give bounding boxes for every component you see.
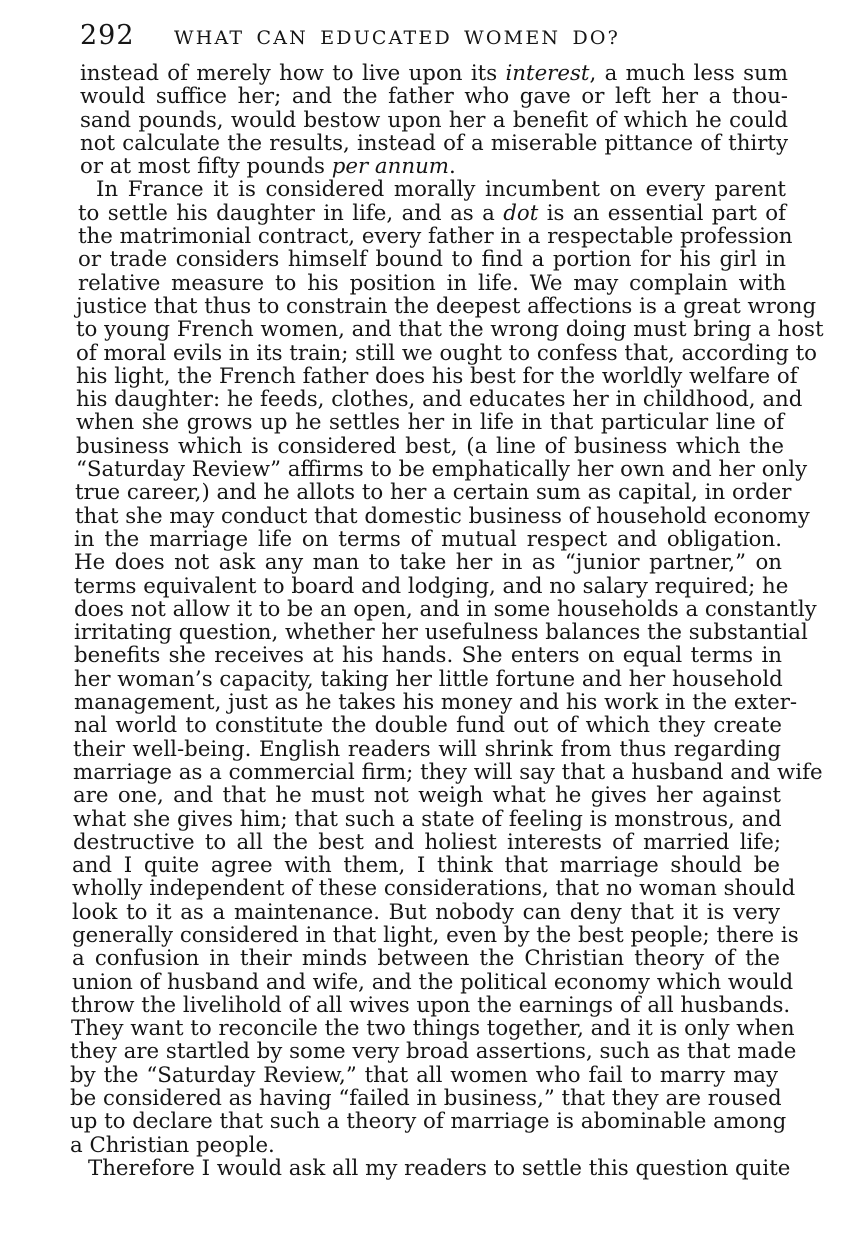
italic-text: interest bbox=[505, 61, 590, 86]
text-segment: their well-being. English readers will shrink from thus regarding bbox=[73, 736, 781, 762]
text-line bbox=[76, 411, 784, 434]
text-segment: and I quite agree with them, I think that marriage should be bbox=[72, 853, 780, 879]
text-segment: the matrimonial contract, every father in a respectable profession bbox=[78, 224, 793, 250]
text-line bbox=[78, 248, 786, 271]
text-segment: would suffice her; and the father who gave or left her a thou- bbox=[80, 84, 788, 110]
italic-text: per annum bbox=[331, 154, 449, 180]
page-number: 292 bbox=[80, 20, 135, 51]
text-segment: a confusion in their minds between the Christian theory of the bbox=[72, 946, 780, 972]
text-line bbox=[74, 528, 782, 551]
text-segment: They want to reconcile the two things together, and it is only when bbox=[71, 1016, 795, 1042]
text-segment: not calculate the results, instead of a miserable pittance of thirty bbox=[80, 130, 788, 156]
text-segment: benefits she receives at his hands. She enters on equal terms in bbox=[74, 643, 782, 669]
text-line bbox=[70, 1134, 778, 1157]
text-segment: her woman’s capacity, taking her little fortune and her household bbox=[74, 666, 783, 692]
text-line bbox=[76, 293, 817, 319]
text-segment: justice that thus to constrain the deepest affections is a great wrong bbox=[76, 293, 817, 319]
text-line bbox=[78, 272, 786, 295]
text-line bbox=[70, 1039, 797, 1065]
text-segment: his light, the French father does his best for the worldly welfare of bbox=[76, 363, 798, 389]
text-line bbox=[78, 202, 786, 225]
text-segment: Therefore I would ask all my readers to settle this question quite bbox=[88, 1155, 791, 1181]
text-segment: are one, and that he must not weigh what he gives her against bbox=[73, 783, 781, 809]
text-line bbox=[75, 503, 810, 529]
text-line bbox=[73, 784, 781, 807]
text-segment: up to declare that such a theory of marriage is abominable among bbox=[70, 1109, 787, 1135]
text-segment: a Christian people. bbox=[70, 1132, 275, 1158]
text-segment: generally considered in that light, even by the best people; there is bbox=[72, 922, 799, 948]
text-line bbox=[76, 363, 798, 389]
text-line bbox=[74, 714, 782, 737]
text-line bbox=[76, 457, 808, 483]
text-line bbox=[78, 178, 786, 201]
text-line bbox=[70, 1109, 787, 1135]
text-segment: does not allow it to be an open, and in some households a constantly bbox=[74, 596, 817, 622]
text-line bbox=[72, 947, 780, 970]
text-line bbox=[74, 668, 782, 691]
text-segment: or at most fifty pounds bbox=[80, 154, 332, 180]
text-line bbox=[74, 690, 798, 716]
text-segment: union of husband and wife, and the political economy which would bbox=[72, 969, 794, 995]
text-segment: in the marriage life on terms of mutual respect and obligation. bbox=[74, 526, 782, 552]
text-segment: to young French women, and that the wrong doing must bring a host bbox=[76, 317, 824, 343]
text-line bbox=[71, 992, 791, 1018]
text-line bbox=[72, 854, 780, 877]
text-segment: He does not ask any man to take her in as “junior partner,” on bbox=[74, 550, 782, 576]
text-line bbox=[80, 62, 788, 85]
text-line bbox=[76, 317, 824, 343]
running-head: WHAT CAN EDUCATED WOMEN DO? bbox=[174, 27, 621, 49]
text-line bbox=[70, 1155, 791, 1181]
text-segment: of moral evils in its train; still we ought to confess that, according to bbox=[76, 340, 817, 366]
text-segment: , a much less sum bbox=[589, 61, 788, 86]
text-line bbox=[78, 224, 793, 250]
text-line bbox=[76, 387, 803, 413]
text-line bbox=[73, 738, 781, 761]
text-segment: by the “Saturday Review,” that all women who fail to marry may bbox=[70, 1062, 778, 1088]
text-segment: or trade considers himself bound to find a portion for his girl in bbox=[78, 247, 786, 273]
text-line bbox=[74, 596, 817, 622]
text-segment: In France it is considered morally incumbent on every parent bbox=[96, 177, 786, 203]
text-segment: marriage as a commercial firm; they will say that a husband and wife bbox=[73, 759, 823, 785]
text-segment: “Saturday Review” affirms to be emphatically her own and her only bbox=[76, 457, 808, 483]
text-segment: that she may conduct that domestic business of household economy bbox=[75, 503, 810, 529]
text-segment: be considered as having “failed in business,” that they are roused bbox=[70, 1086, 782, 1112]
text-segment: they are startled by some very broad assertions, such as that made bbox=[70, 1039, 797, 1065]
text-segment: when she grows up he settles her in life in that particular line of bbox=[76, 410, 784, 436]
text-line bbox=[74, 644, 782, 667]
text-segment: nal world to constitute the double fund out of which they create bbox=[74, 713, 782, 739]
text-line bbox=[80, 155, 788, 178]
text-segment: is an essential part of bbox=[538, 200, 787, 226]
text-line bbox=[71, 1016, 795, 1042]
text-line bbox=[70, 1064, 778, 1087]
text-segment: what she gives him; that such a state of feeling is monstrous, and bbox=[73, 806, 782, 832]
text-segment: throw the livelihold of all wives upon the earnings of all husbands. bbox=[71, 992, 791, 1018]
text-segment: to settle his daughter in life, and as a bbox=[78, 200, 504, 226]
text-line bbox=[72, 969, 794, 995]
italic-text: dot bbox=[503, 200, 539, 226]
text-line bbox=[70, 1086, 782, 1112]
text-segment: business which is considered best, (a line of business which the bbox=[76, 433, 784, 459]
text-line bbox=[80, 109, 788, 132]
text-segment: irritating question, whether her usefulness balances the substantial bbox=[74, 620, 808, 646]
text-line bbox=[74, 573, 789, 599]
text-line bbox=[80, 132, 788, 155]
text-line bbox=[72, 901, 780, 924]
text-segment: terms equivalent to board and lodging, and no salary required; he bbox=[74, 573, 789, 599]
text-line bbox=[73, 808, 781, 831]
text-line bbox=[72, 922, 799, 948]
text-line bbox=[72, 876, 796, 902]
text-segment: look to it as a maintenance. But nobody can deny that it is very bbox=[72, 899, 780, 925]
text-line bbox=[74, 620, 808, 646]
text-segment: management, just as he takes his money and his work in the exter- bbox=[74, 690, 798, 716]
text-segment: wholly independent of these considerations, that no woman should bbox=[72, 876, 796, 902]
text-segment: instead of merely how to live upon its bbox=[80, 61, 506, 86]
text-line bbox=[74, 551, 782, 574]
text-segment: true career,) and he allots to her a certain sum as capital, in order bbox=[75, 480, 792, 506]
text-line bbox=[76, 435, 784, 458]
text-segment: . bbox=[448, 154, 456, 180]
text-line bbox=[80, 85, 788, 108]
text-segment: sand pounds, would bestow upon her a benefit of which he could bbox=[80, 107, 788, 133]
page-header bbox=[80, 20, 770, 50]
text-line bbox=[76, 340, 817, 366]
text-segment: his daughter: he feeds, clothes, and educates her in childhood, and bbox=[76, 387, 803, 413]
text-line bbox=[75, 480, 792, 506]
body-text bbox=[70, 61, 824, 1181]
text-segment: relative measure to his position in life. We may complain with bbox=[78, 270, 786, 296]
text-line bbox=[73, 831, 781, 854]
text-segment: destructive to all the best and holiest interests of married life; bbox=[73, 829, 781, 855]
text-line bbox=[73, 759, 823, 785]
